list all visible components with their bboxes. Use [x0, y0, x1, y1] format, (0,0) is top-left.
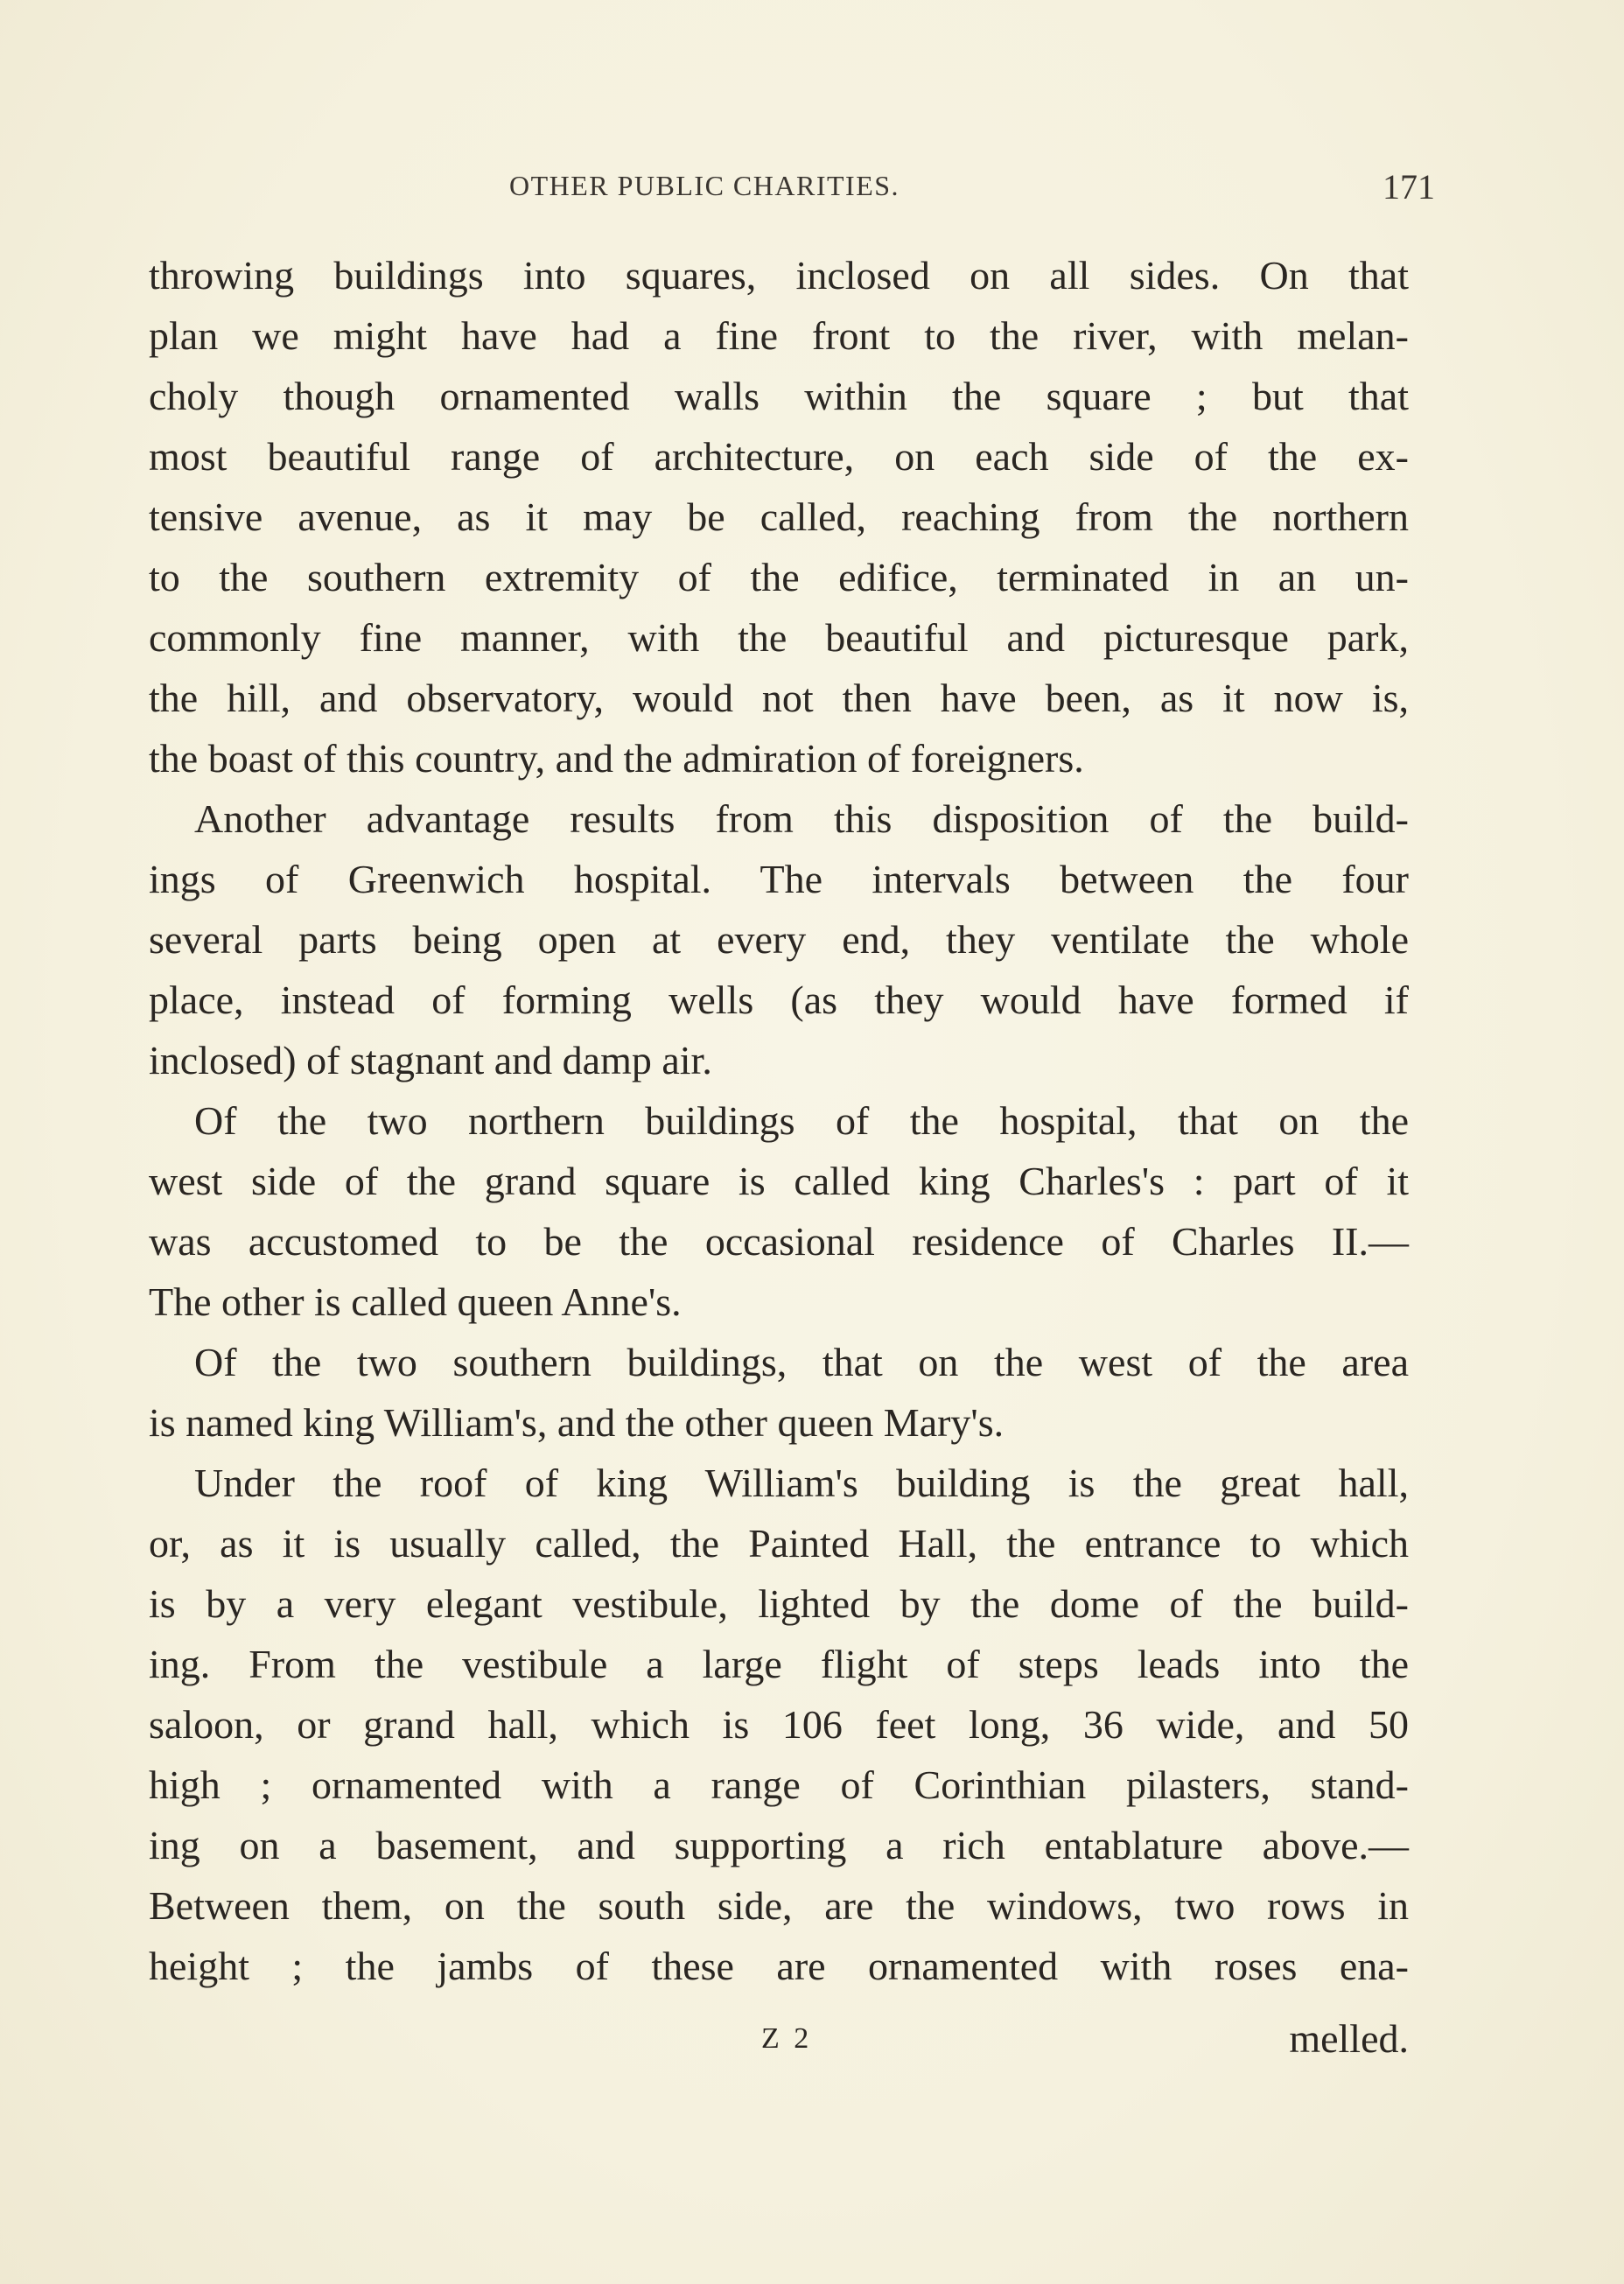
- text-line: ings of Greenwich hospital. The intervals between the four: [149, 857, 1409, 901]
- catchword: melled.: [1289, 2016, 1409, 2061]
- text-line: The other is called queen Anne's.: [149, 1279, 682, 1324]
- text-line: inclosed) of stagnant and damp air.: [149, 1038, 712, 1082]
- text-line: saloon, or grand hall, which is 106 feet long, 36 wide, and 50: [149, 1702, 1409, 1747]
- text-line: plan we might have had a fine front to the river, with melan-: [149, 313, 1409, 358]
- running-head: OTHER PUBLIC CHARITIES.: [508, 170, 900, 201]
- text-line: the boast of this country, and the admiration of foreigners.: [149, 736, 1084, 781]
- signature-mark: Z 2: [761, 2022, 813, 2055]
- text-line: was accustomed to be the occasional residence of Charles II.—: [149, 1219, 1409, 1264]
- text-line: ing. From the vestibule a large flight of steps leads into the: [149, 1642, 1409, 1686]
- text-line: to the southern extremity of the edifice, terminated in an un-: [149, 555, 1409, 599]
- text-line: Of the two southern buildings, that on the west of the area: [194, 1340, 1409, 1384]
- text-line: choly though ornamented walls within the square ; but that: [149, 374, 1409, 418]
- body-text: [149, 245, 1409, 1996]
- text-line: height ; the jambs of these are ornamented with roses ena-: [149, 1944, 1409, 1988]
- text-line: Of the two northern buildings of the hospital, that on the: [194, 1098, 1409, 1143]
- text-line: west side of the grand square is called king Charles's : part of it: [149, 1159, 1409, 1203]
- page-number: 171: [1382, 167, 1435, 207]
- text-line: place, instead of forming wells (as they would have formed if: [149, 977, 1409, 1022]
- text-line: most beautiful range of architecture, on each side of the ex-: [149, 434, 1409, 479]
- text-line: is by a very elegant vestibule, lighted by the dome of the build-: [149, 1581, 1409, 1626]
- text-line: throwing buildings into squares, inclosed on all sides. On that: [149, 253, 1409, 298]
- text-line: the hill, and observatory, would not then have been, as it now is,: [149, 676, 1409, 720]
- text-line: is named king William's, and the other queen Mary's.: [149, 1400, 1004, 1445]
- text-line: high ; ornamented with a range of Corinthian pilasters, stand-: [149, 1762, 1409, 1807]
- page-footer: [149, 2008, 1409, 2069]
- text-line: ing on a basement, and supporting a rich entablature above.—: [149, 1823, 1409, 1867]
- text-line: commonly fine manner, with the beautiful and picturesque park,: [149, 615, 1409, 660]
- text-line: Another advantage results from this disposition of the build-: [194, 796, 1409, 841]
- text-line: tensive avenue, as it may be called, reaching from the northern: [149, 494, 1409, 539]
- text-line: or, as it is usually called, the Painted Hall, the entrance to which: [149, 1521, 1409, 1566]
- text-line: several parts being open at every end, they ventilate the whole: [149, 917, 1409, 962]
- page-header: [149, 165, 1435, 208]
- text-line: Under the roof of king William's building is the great hall,: [194, 1461, 1409, 1505]
- text-line: Between them, on the south side, are the windows, two rows in: [149, 1883, 1409, 1928]
